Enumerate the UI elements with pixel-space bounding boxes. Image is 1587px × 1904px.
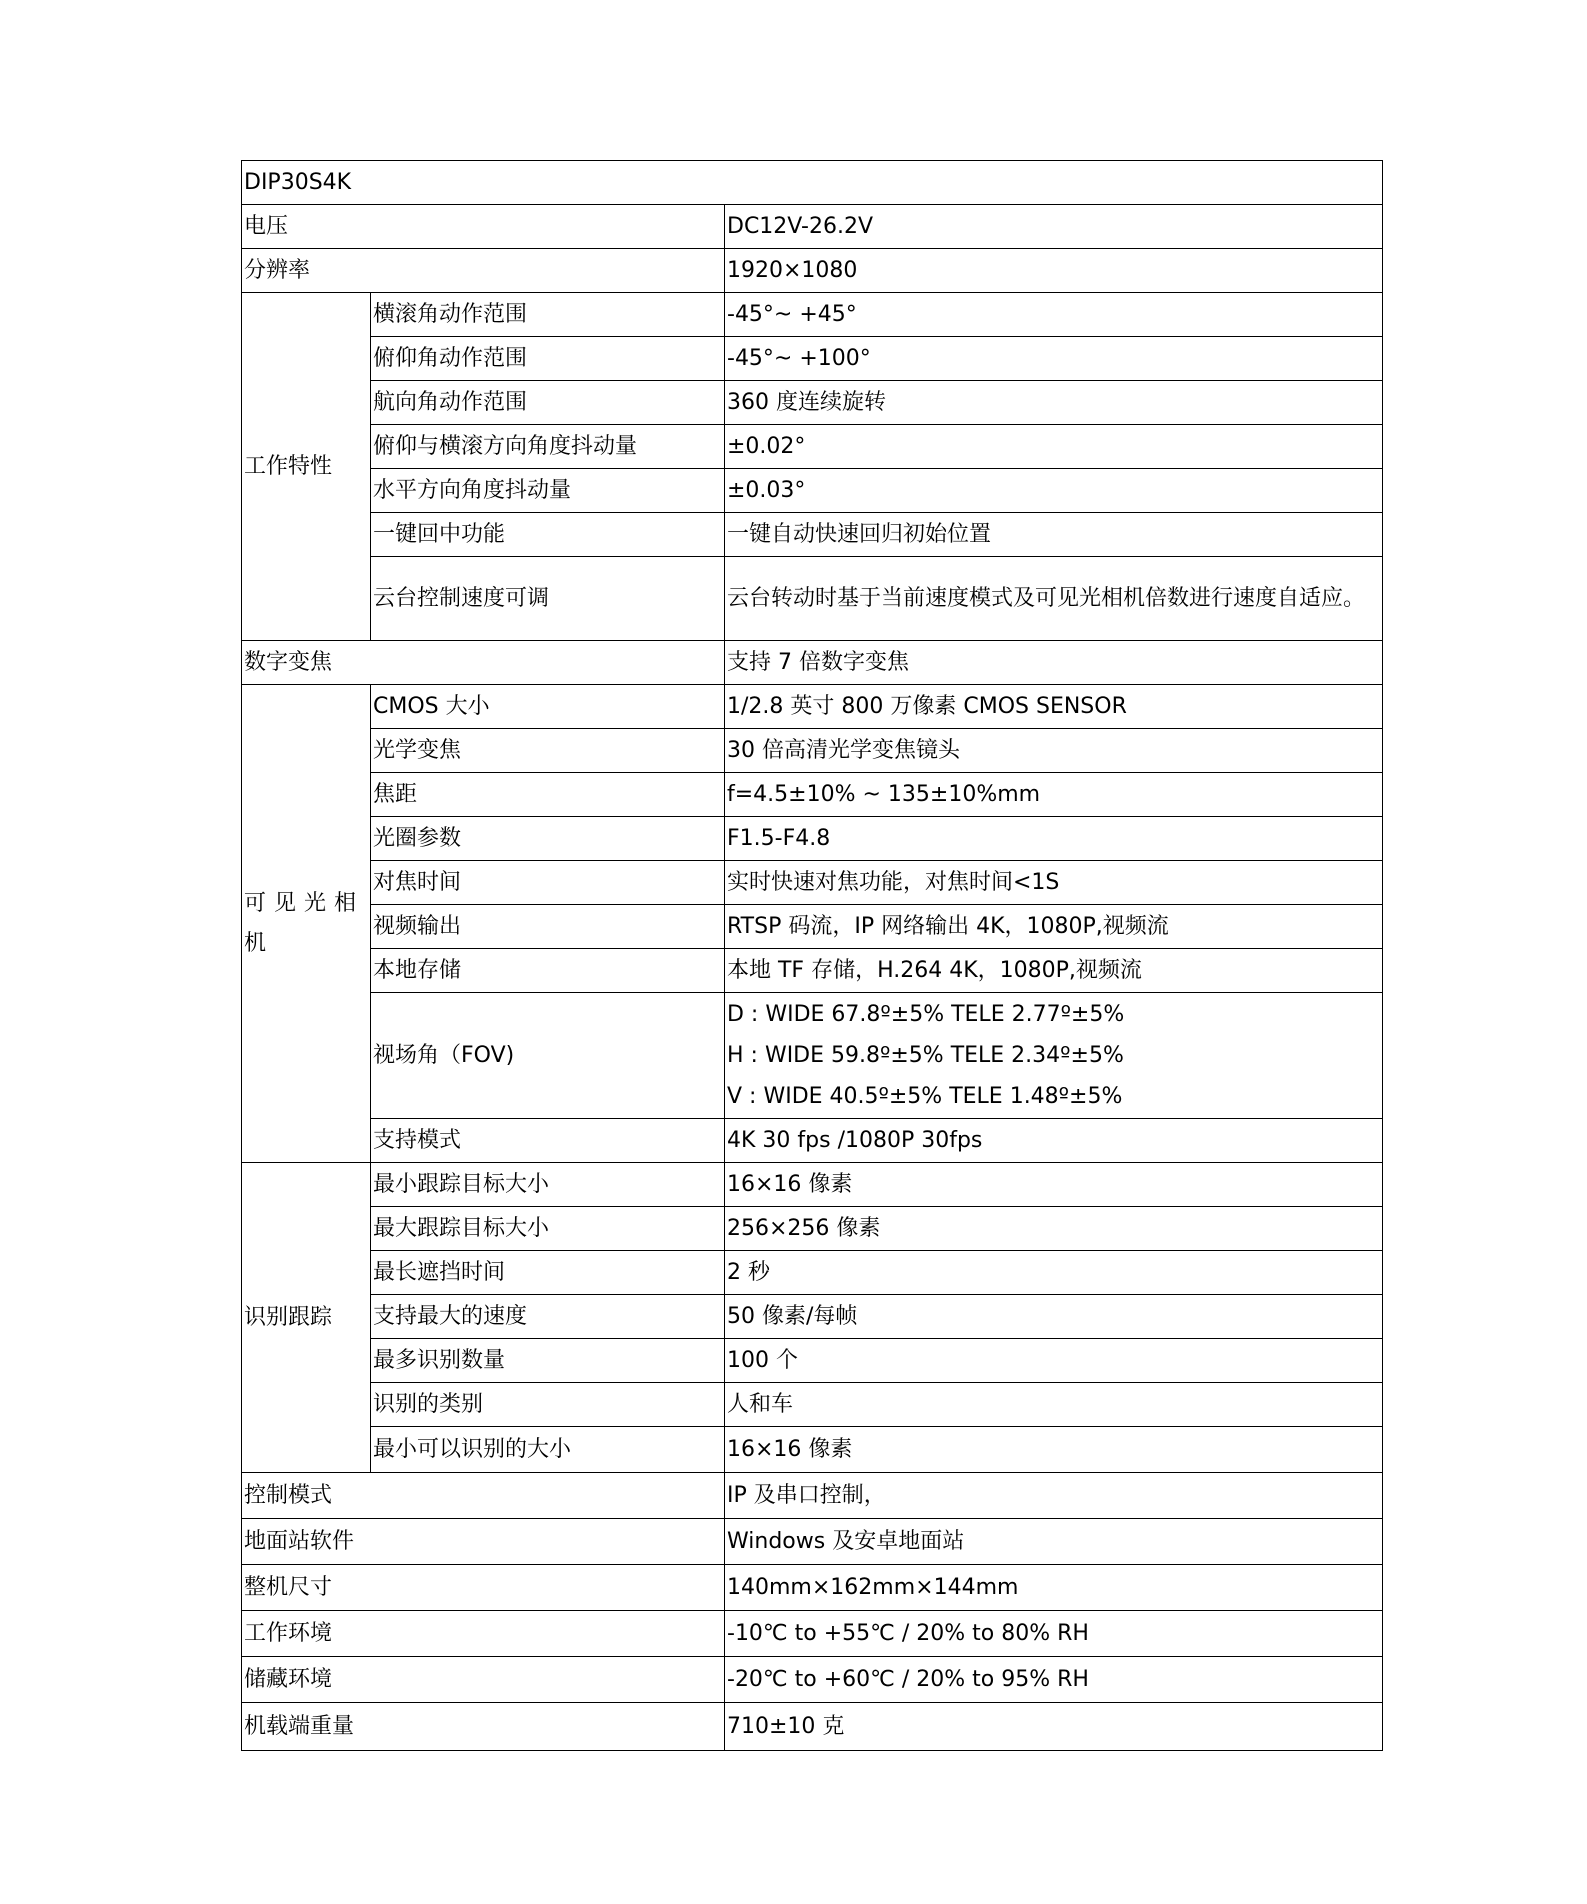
spec-label: 地面站软件 [242,1519,725,1565]
spec-label: 支持模式 [371,1119,725,1163]
spec-value: 100 个 [725,1339,1383,1383]
table-row [242,1703,1383,1751]
spec-label: 机载端重量 [242,1703,725,1751]
spec-value: 140mm×162mm×144mm [725,1565,1383,1611]
spec-label: 水平方向角度抖动量 [371,469,725,513]
spec-value: DC12V-26.2V [725,205,1383,249]
spec-label: 光学变焦 [371,729,725,773]
table-row [242,1611,1383,1657]
table-row [242,1383,1383,1427]
spec-label: 识别的类别 [371,1383,725,1427]
table-row [242,1251,1383,1295]
table-row [242,1163,1383,1207]
spec-value: 30 倍高清光学变焦镜头 [725,729,1383,773]
table-row [242,993,1383,1119]
spec-value: ±0.02° [725,425,1383,469]
fov-line-d: D : WIDE 67.8º±5% TELE 2.77º±5% [727,1002,1125,1027]
table-row [242,1565,1383,1611]
table-row [242,1119,1383,1163]
table-row [242,729,1383,773]
spec-value: ±0.03° [725,469,1383,513]
spec-label: 俯仰角动作范围 [371,337,725,381]
spec-label: 云台控制速度可调 [371,557,725,641]
spec-label: 整机尺寸 [242,1565,725,1611]
table-row [242,161,1383,205]
spec-label: 本地存储 [371,949,725,993]
group-label-work: 工作特性 [242,293,371,641]
spec-label: 电压 [242,205,725,249]
spec-value: 360 度连续旋转 [725,381,1383,425]
spec-label: 俯仰与横滚方向角度抖动量 [371,425,725,469]
spec-label: 最大跟踪目标大小 [371,1207,725,1251]
spec-label: 视频输出 [371,905,725,949]
spec-table [241,160,1383,1751]
spec-value: 人和车 [725,1383,1383,1427]
table-row [242,513,1383,557]
table-row [242,425,1383,469]
table-row [242,469,1383,513]
spec-value: 2 秒 [725,1251,1383,1295]
spec-label: 工作环境 [242,1611,725,1657]
spec-value: IP 及串口控制， [725,1473,1383,1519]
table-row [242,1427,1383,1473]
table-row [242,817,1383,861]
spec-label: 焦距 [371,773,725,817]
spec-value: 1/2.8 英寸 800 万像素 CMOS SENSOR [725,685,1383,729]
spec-value: 710±10 克 [725,1703,1383,1751]
spec-label: 光圈参数 [371,817,725,861]
table-row [242,293,1383,337]
spec-value: -20℃ to +60℃ / 20% to 95% RH [725,1657,1383,1703]
spec-label: 一键回中功能 [371,513,725,557]
spec-value: 16×16 像素 [725,1163,1383,1207]
spec-value: 1920×1080 [725,249,1383,293]
spec-value: RTSP 码流，IP 网络输出 4K，1080P,视频流 [725,905,1383,949]
spec-label: 横滚角动作范围 [371,293,725,337]
group-label-track: 识别跟踪 [242,1163,371,1473]
spec-value: 支持 7 倍数字变焦 [725,641,1383,685]
table-row [242,381,1383,425]
table-row [242,1207,1383,1251]
spec-value: f=4.5±10% ~ 135±10%mm [725,773,1383,817]
spec-label: 最小可以识别的大小 [371,1427,725,1473]
spec-value: 50 像素/每帧 [725,1295,1383,1339]
spec-label: 储藏环境 [242,1657,725,1703]
group-label-camera: 可见光相机 [242,685,371,1163]
table-row [242,1295,1383,1339]
table-row [242,249,1383,293]
table-row [242,1519,1383,1565]
spec-value: 一键自动快速回归初始位置 [725,513,1383,557]
spec-value: Windows 及安卓地面站 [725,1519,1383,1565]
spec-label: 分辨率 [242,249,725,293]
spec-value: 实时快速对焦功能，对焦时间<1S [725,861,1383,905]
table-row [242,861,1383,905]
spec-value: -45°~ +100° [725,337,1383,381]
spec-label: 最小跟踪目标大小 [371,1163,725,1207]
table-row [242,905,1383,949]
table-row [242,641,1383,685]
table-row [242,557,1383,641]
spec-value: -10℃ to +55℃ / 20% to 80% RH [725,1611,1383,1657]
table-row [242,337,1383,381]
spec-label: 数字变焦 [242,641,725,685]
fov-line-h: H : WIDE 59.8º±5% TELE 2.34º±5% [727,1043,1124,1068]
spec-label: 支持最大的速度 [371,1295,725,1339]
spec-value: 本地 TF 存储，H.264 4K，1080P,视频流 [725,949,1383,993]
spec-value: 256×256 像素 [725,1207,1383,1251]
spec-value: 16×16 像素 [725,1427,1383,1473]
table-row [242,1657,1383,1703]
fov-values [725,993,1383,1119]
table-row [242,773,1383,817]
spec-label: CMOS 大小 [371,685,725,729]
fov-line-v: V : WIDE 40.5º±5% TELE 1.48º±5% [727,1084,1123,1109]
table-row [242,949,1383,993]
spec-value: -45°~ +45° [725,293,1383,337]
model-title: DIP30S4K [242,161,1383,205]
table-row [242,685,1383,729]
table-row [242,1339,1383,1383]
spec-value: 云台转动时基于当前速度模式及可见光相机倍数进行速度自适应。 [725,557,1383,641]
spec-label: 视场角（FOV) [371,993,725,1119]
spec-value: 4K 30 fps /1080P 30fps [725,1119,1383,1163]
spec-label: 最长遮挡时间 [371,1251,725,1295]
spec-label: 对焦时间 [371,861,725,905]
spec-label: 控制模式 [242,1473,725,1519]
table-row [242,205,1383,249]
spec-label: 航向角动作范围 [371,381,725,425]
spec-label: 最多识别数量 [371,1339,725,1383]
table-row [242,1473,1383,1519]
spec-value: F1.5-F4.8 [725,817,1383,861]
